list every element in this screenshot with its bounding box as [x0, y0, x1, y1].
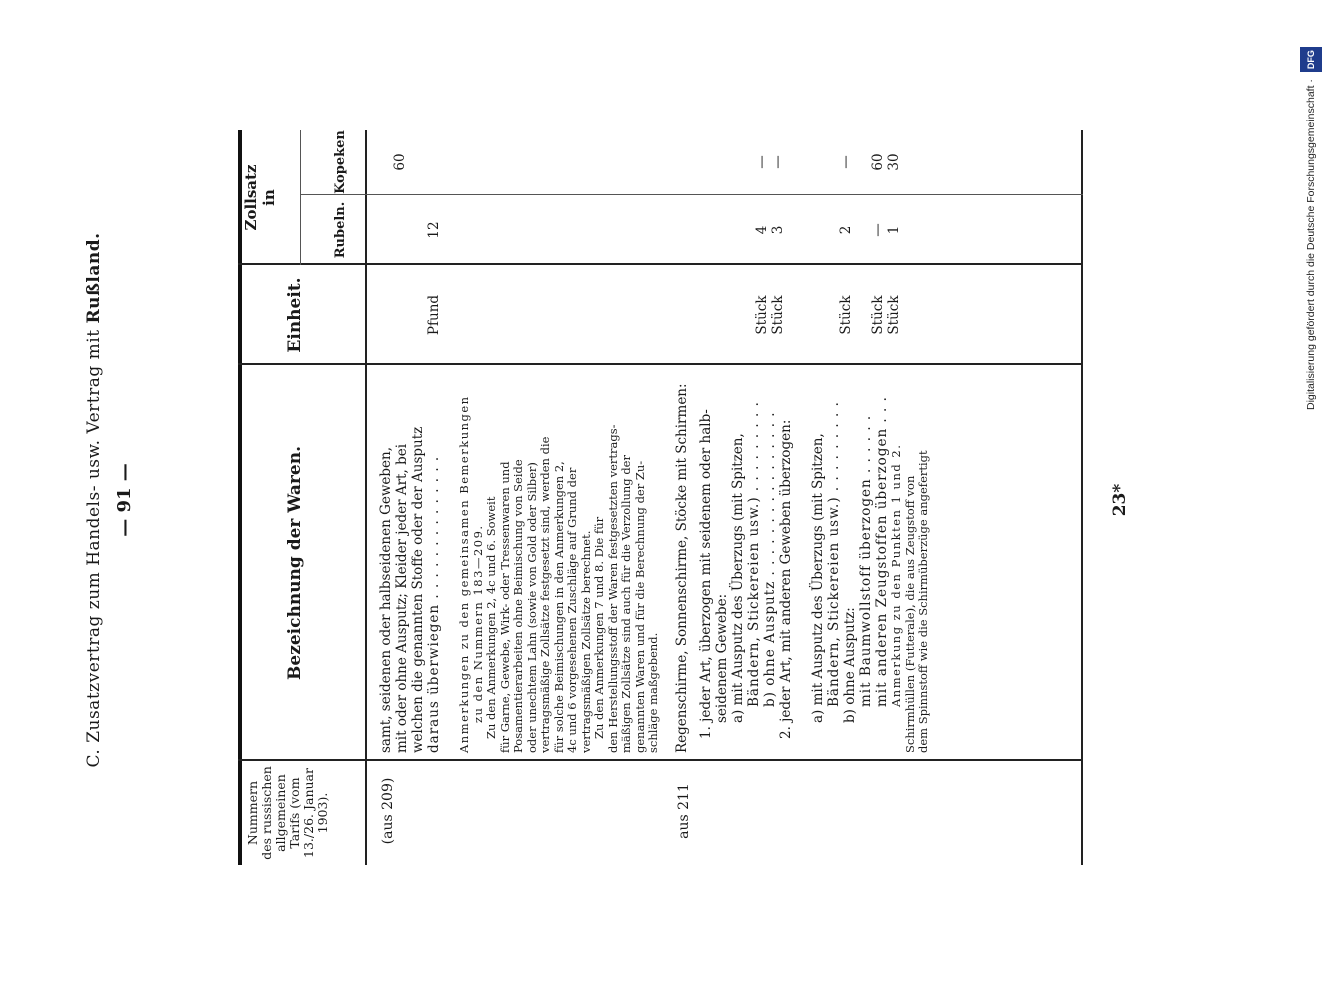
row-unit: Stück	[754, 295, 770, 335]
subheader-rule	[300, 130, 301, 265]
note-line: vertragsmäßigen Zollsätze berechnet.	[578, 530, 593, 753]
digitization-text: Digitalisierung gefördert durch die Deutsche Forschungsgemeinschaft ·	[1305, 79, 1317, 410]
description-line: daraus überwiegen . . . . . . . . . . . . . .	[426, 455, 442, 753]
row-rubel: 4	[754, 225, 770, 235]
note-line: genannten Waren und für die Berechnung der Zu-	[632, 460, 647, 753]
header-nummern-line: 13./26. Januar	[301, 768, 316, 858]
description-line: Bändern, Stickereien usw.) . . . . . . . . .	[746, 401, 762, 707]
note-line: für Garne, Gewebe, Wirk- oder Tressenwaren und	[497, 461, 512, 753]
note-line: schläge maßgebend.	[646, 632, 660, 753]
row-rubel: 12	[426, 221, 442, 239]
row-unit: Stück	[838, 295, 854, 335]
tariff-table	[238, 130, 1083, 865]
row-unit: Pfund	[426, 294, 442, 336]
description-line: welchen die genannten Stoffe oder der Ausputz	[410, 426, 426, 753]
row-unit: Stück	[770, 295, 786, 335]
description-line: b) ohne Ausputz . . . . . . . . . . . . . . . .	[762, 411, 778, 707]
row-rubel: 1	[886, 225, 902, 235]
note-line: Posamentierarbeiten ohne Beimischung von Seide	[511, 459, 525, 753]
header-nummern-line: des russischen	[259, 766, 274, 860]
row-kopeken: —	[754, 155, 770, 169]
note-line: für solche Beimischungen in den Anmerkungen 2,	[551, 461, 566, 753]
header-zollsatz-line: in	[260, 189, 278, 206]
description-line: Bändern, Stickereien usw.) . . . . . . . . .	[826, 401, 842, 707]
column-divider	[238, 363, 1083, 365]
running-head-country: Rußland.	[84, 232, 104, 324]
note-line: dem Spinnstoff wie die Schirmüberzüge angefertigt	[916, 450, 930, 753]
signature-mark: 23*	[1110, 483, 1130, 517]
note-line: oder unechtem Lahn (sowie von Gold oder Silber)	[524, 462, 539, 753]
header-nummern-line: allgemeinen	[273, 774, 288, 852]
description-line: a) mit Ausputz des Überzugs (mit Spitzen,	[730, 433, 746, 723]
note-line: Schirmhüllen (Futterale), die aus Zeugstoff von	[902, 475, 917, 753]
description-line: a) mit Ausputz des Überzugs (mit Spitzen,	[810, 433, 826, 723]
header-rubeln: Rubeln.	[333, 201, 348, 259]
row-description	[674, 371, 931, 753]
header-kopeken: Kopeken	[333, 130, 348, 194]
description-line: mit Baumwollstoff überzogen . . . . . .	[858, 414, 874, 707]
dfg-logo: DFG	[1300, 47, 1322, 72]
header-zollsatz	[242, 130, 278, 265]
row-kopeken: 30	[886, 153, 902, 171]
note-line: mäßigen Zollsätze sind auch für die Verzollung der	[619, 455, 633, 753]
column-divider	[238, 759, 1083, 761]
row-rubel: 2	[838, 225, 854, 235]
header-zollsatz-line: Zollsatz	[242, 164, 260, 231]
note-line: 4c und 6 vorgesehenen Zuschläge auf Grund der	[565, 467, 579, 753]
description-line: mit oder ohne Ausputz; Kleider jeder Art, bei	[394, 443, 410, 753]
header-nummern-line: Nummern	[245, 780, 260, 846]
note-line: Anmerkung zu den Punkten 1 und 2.	[889, 443, 903, 707]
note-line: Zu den Anmerkungen 2, 4c und 6. Soweit	[484, 496, 498, 739]
description-line: 1. jeder Art, überzogen mit seidenem oder halb-	[698, 409, 714, 739]
row-description	[378, 371, 442, 753]
description-line: b) ohne Ausputz:	[842, 607, 858, 723]
note-line: den Herstellungsstoff der Waren festgesetzten vertrags-	[605, 424, 620, 753]
header-nummern	[246, 763, 330, 863]
header-einheit: Einheit.	[285, 277, 305, 353]
row-number: (aus 209)	[380, 777, 396, 845]
row-rubel: 3	[770, 225, 786, 235]
running-head	[84, 0, 104, 1000]
row-unit: Stück	[886, 295, 902, 335]
column-divider	[300, 194, 1083, 195]
row-kopeken: —	[770, 155, 786, 169]
page-number: — 91 —	[114, 463, 135, 537]
row-kopeken: —	[838, 155, 854, 169]
row-kopeken: 60	[392, 153, 408, 171]
description-line: Regenschirme, Sonnenschirme, Stöcke mit Schirmen:	[674, 383, 690, 753]
note-line: vertragsmäßige Zollsätze festgesetzt sind, werden die	[538, 436, 552, 753]
running-head-prefix: C. Zusatzvertrag zum Handels- usw. Vertrag mit	[84, 329, 104, 768]
header-nummern-line: Tarifs (vom	[287, 777, 302, 849]
header-bezeichnung: Bezeichnung der Waren.	[285, 446, 305, 680]
table-rule-bottom	[1081, 130, 1083, 865]
row-kopeken: 60	[870, 153, 886, 171]
note-block	[458, 371, 661, 753]
description-line: mit anderen Zeugstoffen überzogen . . .	[874, 396, 890, 707]
description-line: seidenem Gewebe:	[714, 593, 730, 723]
document-page	[70, 0, 1210, 1000]
row-rubel: —	[870, 223, 886, 237]
header-nummern-line: 1903).	[315, 792, 330, 834]
description-line: 2. jeder Art, mit anderen Geweben überzogen:	[778, 419, 794, 739]
table-rule-header	[365, 130, 367, 865]
note-title: zu den Nummern 183—209.	[470, 524, 485, 723]
row-number: aus 211	[676, 783, 692, 839]
note-title: Anmerkungen zu den gemeinsamen Bemerkungen	[457, 395, 471, 753]
description-line: samt, seidenen oder halbseidenen Geweben,	[378, 447, 394, 753]
note-line: Zu den Anmerkungen 7 und 8. Die für	[592, 516, 606, 739]
column-divider	[238, 263, 1083, 265]
row-unit: Stück	[870, 295, 886, 335]
digitization-note	[1300, 30, 1320, 410]
